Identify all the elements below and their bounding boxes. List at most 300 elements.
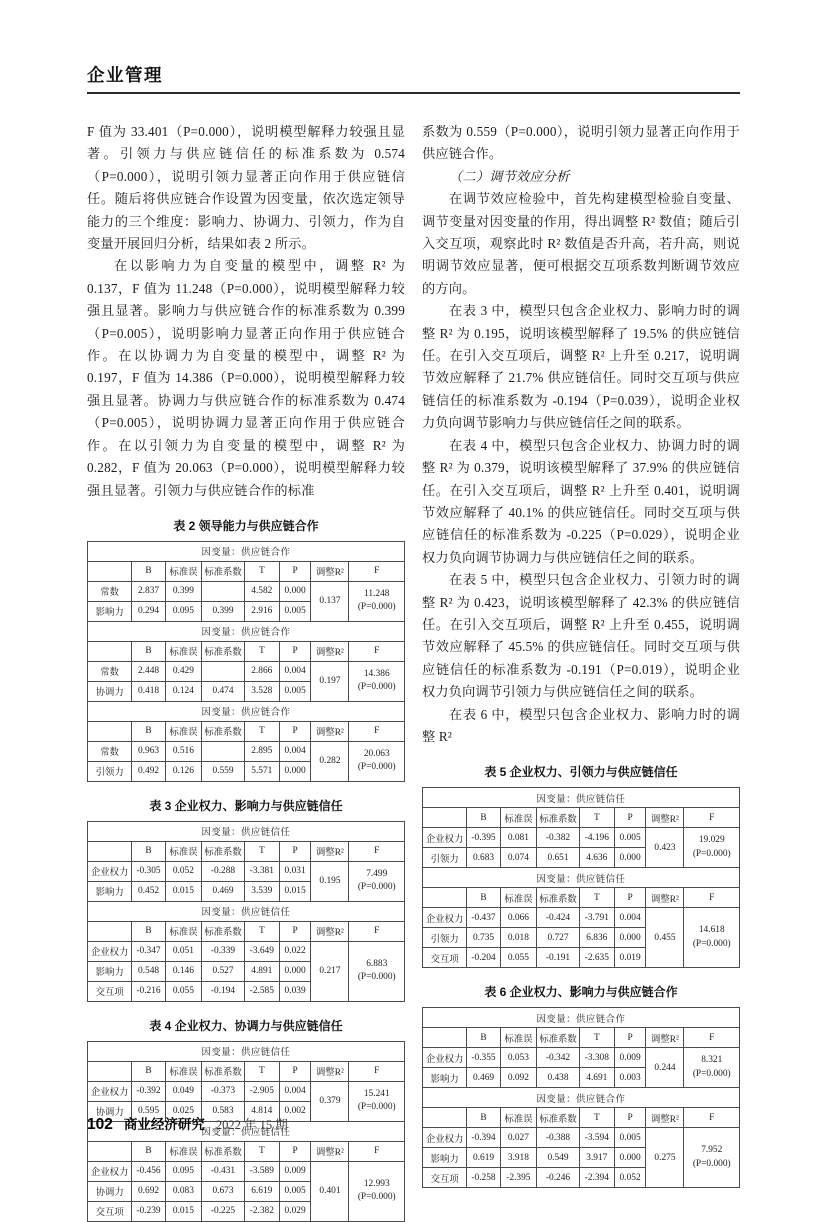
value-cell: 4.636 <box>579 848 614 868</box>
adjusted-r2-cell: 0.379 <box>311 1081 349 1121</box>
value-cell: 0.000 <box>279 961 311 981</box>
table-2-title: 表 2 领导能力与供应链合作 <box>173 518 319 533</box>
row-label-cell: 影响力 <box>88 601 132 621</box>
value-cell: 0.399 <box>202 601 245 621</box>
value-cell: -2.585 <box>244 981 279 1001</box>
table-4-title: 表 4 企业权力、协调力与供应链信任 <box>149 1018 343 1033</box>
subsection-heading: （二）调节效应分析 <box>449 168 570 184</box>
value-cell <box>202 741 245 761</box>
value-cell: 0.015 <box>279 881 311 901</box>
adjusted-r2-cell: 0.197 <box>311 661 349 701</box>
running-head <box>87 62 740 94</box>
value-cell: 0.051 <box>165 941 201 961</box>
value-cell: -0.355 <box>467 1048 500 1068</box>
column-header-cell: 调整R² <box>311 641 349 661</box>
column-header-cell <box>423 888 467 908</box>
column-header-cell: 标准系数 <box>202 721 245 741</box>
body-paragraph: 在表 6 中，模型只包含企业权力、影响力时的调整 R² <box>422 706 740 744</box>
column-header-cell: 标准系数 <box>537 808 580 828</box>
value-cell: 0.583 <box>202 1101 245 1121</box>
column-header-cell <box>88 641 132 661</box>
table-row <box>88 1081 405 1101</box>
value-cell: -0.394 <box>467 1128 500 1148</box>
column-header-cell: 调整R² <box>311 561 349 581</box>
value-cell: -0.347 <box>132 941 165 961</box>
value-cell: -3.649 <box>244 941 279 961</box>
body-paragraph: 在表 3 中，模型只包含企业权力、影响力时的调整 R² 为 0.195，说明该模型解释了 19.5% 的供应链信任。在引入交互项后，调整 R² 上升至 0.217，说明调节效应解释了 21.7% 供应链信任。同时交互项与供应链信任的标准系数为 -0.194（P=0.039），说明企业权力负向调节影响力与供应链信任之间的联系。 <box>422 303 740 431</box>
value-cell: -0.373 <box>202 1081 245 1101</box>
value-cell: -0.456 <box>132 1161 165 1181</box>
adjusted-r2-cell: 0.195 <box>311 861 349 901</box>
value-cell: 2.837 <box>132 581 165 601</box>
column-header-cell: 标准系数 <box>202 921 245 941</box>
dependent-variable-cell: 因变量：供应链信任 <box>88 1041 405 1061</box>
value-cell: 0.074 <box>500 848 536 868</box>
column-header-cell <box>88 841 132 861</box>
value-cell: 0.000 <box>279 761 311 781</box>
column-header-cell: T <box>244 721 279 741</box>
value-cell: 0.055 <box>500 948 536 968</box>
row-label-cell: 影响力 <box>423 1068 467 1088</box>
value-cell: -2.905 <box>244 1081 279 1101</box>
value-cell: 0.619 <box>467 1148 500 1168</box>
column-header-cell: 标准系数 <box>537 1108 580 1128</box>
value-cell: 0.095 <box>165 601 201 621</box>
row-label-cell: 协调力 <box>88 1101 132 1121</box>
column-header-cell: 标准误 <box>165 561 201 581</box>
column-header-cell: 标准误 <box>165 1061 201 1081</box>
value-cell: 0.002 <box>279 1101 311 1121</box>
column-header-cell: T <box>244 1061 279 1081</box>
column-header-cell: P <box>279 641 311 661</box>
dependent-variable-cell: 因变量：供应链信任 <box>88 821 405 841</box>
value-cell: -3.594 <box>579 1128 614 1148</box>
table-row <box>423 828 740 848</box>
column-header-cell: B <box>467 888 500 908</box>
column-header-cell: F <box>684 1108 740 1128</box>
value-cell: 0.004 <box>279 1081 311 1101</box>
value-cell: -0.424 <box>537 908 580 928</box>
row-label-cell: 影响力 <box>88 961 132 981</box>
body-paragraph: 系数为 0.559（P=0.000），说明引领力显著正向作用于供应链合作。 <box>422 124 740 162</box>
value-cell: 0.009 <box>614 1048 646 1068</box>
f-statistic-cell: 7.499 (P=0.000) <box>349 861 405 901</box>
adjusted-r2-cell: 0.244 <box>646 1048 684 1088</box>
value-cell: 0.727 <box>537 928 580 948</box>
value-cell: 0.009 <box>279 1161 311 1181</box>
value-cell: 0.651 <box>537 848 580 868</box>
table-3-power-influence-trust <box>87 821 405 1002</box>
value-cell: -0.246 <box>537 1168 580 1188</box>
column-header-cell: B <box>132 841 165 861</box>
row-label-cell: 企业权力 <box>423 908 467 928</box>
column-header-cell <box>88 561 132 581</box>
row-label-cell: 协调力 <box>88 1181 132 1201</box>
value-cell: 0.673 <box>202 1181 245 1201</box>
page-footer <box>87 1113 288 1134</box>
value-cell: 0.692 <box>132 1181 165 1201</box>
column-header-cell: 标准系数 <box>537 888 580 908</box>
value-cell: 0.015 <box>165 1201 201 1221</box>
page-number: 102 <box>87 1116 113 1133</box>
value-cell: 0.000 <box>279 581 311 601</box>
value-cell: 0.418 <box>132 681 165 701</box>
column-header-cell <box>88 1061 132 1081</box>
value-cell: 0.438 <box>537 1068 580 1088</box>
value-cell: 0.053 <box>500 1048 536 1068</box>
column-header-cell: 调整R² <box>311 721 349 741</box>
column-header-cell: 标准误 <box>165 841 201 861</box>
f-statistic-cell: 19.029 (P=0.000) <box>684 828 740 868</box>
table-row <box>423 1128 740 1148</box>
column-header-cell: F <box>349 841 405 861</box>
adjusted-r2-cell: 0.137 <box>311 581 349 621</box>
section-title: 企业管理 <box>87 65 163 85</box>
column-header-cell: F <box>684 808 740 828</box>
two-column-body <box>87 121 740 1222</box>
value-cell: 0.516 <box>165 741 201 761</box>
value-cell: -2.395 <box>500 1168 536 1188</box>
f-statistic-cell: 14.618 (P=0.000) <box>684 908 740 968</box>
column-header-cell: 调整R² <box>646 888 684 908</box>
row-label-cell: 交互项 <box>423 948 467 968</box>
value-cell: 3.918 <box>500 1148 536 1168</box>
column-header-cell: 标准误 <box>165 641 201 661</box>
column-header-cell: 标准系数 <box>202 1141 245 1161</box>
column-header-cell: P <box>279 1141 311 1161</box>
regression-table <box>87 821 405 1002</box>
value-cell: -0.216 <box>132 981 165 1001</box>
column-header-cell <box>423 1108 467 1128</box>
value-cell: 0.027 <box>500 1128 536 1148</box>
table-row <box>88 1161 405 1181</box>
column-header-cell: B <box>132 1061 165 1081</box>
adjusted-r2-cell: 0.401 <box>311 1161 349 1221</box>
value-cell: 0.399 <box>165 581 201 601</box>
column-header-cell: F <box>684 888 740 908</box>
column-header-cell: 调整R² <box>311 1061 349 1081</box>
dependent-variable-cell: 因变量：供应链合作 <box>88 701 405 721</box>
column-header-cell: F <box>349 721 405 741</box>
row-label-cell: 交互项 <box>88 981 132 1001</box>
journal-name: 商业经济研究 <box>123 1117 205 1132</box>
value-cell: -0.437 <box>467 908 500 928</box>
adjusted-r2-cell: 0.217 <box>311 941 349 1001</box>
value-cell: -0.342 <box>537 1048 580 1068</box>
row-label-cell: 影响力 <box>88 881 132 901</box>
column-header-cell: T <box>244 641 279 661</box>
row-label-cell: 企业权力 <box>88 941 132 961</box>
column-header-cell: 标准误 <box>500 808 536 828</box>
left-column <box>87 121 405 1222</box>
column-header-cell: 调整R² <box>311 841 349 861</box>
row-label-cell: 常数 <box>88 741 132 761</box>
value-cell <box>202 581 245 601</box>
value-cell: -0.339 <box>202 941 245 961</box>
f-statistic-cell: 12.993 (P=0.000) <box>349 1161 405 1221</box>
column-header-cell: B <box>132 921 165 941</box>
dependent-variable-cell: 因变量：供应链合作 <box>423 1008 740 1028</box>
value-cell: 0.000 <box>614 1148 646 1168</box>
row-label-cell: 协调力 <box>88 681 132 701</box>
column-header-cell: F <box>349 561 405 581</box>
value-cell: 0.146 <box>165 961 201 981</box>
column-header-cell: 标准误 <box>165 921 201 941</box>
f-statistic-cell: 8.321 (P=0.000) <box>684 1048 740 1088</box>
column-header-cell: P <box>279 721 311 741</box>
value-cell: -3.589 <box>244 1161 279 1181</box>
row-label-cell: 企业权力 <box>423 828 467 848</box>
row-label-cell: 引领力 <box>423 928 467 948</box>
dependent-variable-cell: 因变量：供应链合作 <box>88 541 405 561</box>
table-row <box>88 661 405 681</box>
value-cell: 0.005 <box>614 828 646 848</box>
value-cell: 5.571 <box>244 761 279 781</box>
value-cell: -0.258 <box>467 1168 500 1188</box>
value-cell: -0.305 <box>132 861 165 881</box>
dependent-variable-cell: 因变量：供应链信任 <box>88 1121 405 1141</box>
column-header-cell <box>88 721 132 741</box>
value-cell: 0.092 <box>500 1068 536 1088</box>
dependent-variable-cell: 因变量：供应链合作 <box>423 1088 740 1108</box>
row-label-cell: 常数 <box>88 661 132 681</box>
regression-table <box>422 1007 740 1188</box>
value-cell: 0.005 <box>279 1181 311 1201</box>
column-header-cell: P <box>614 1108 646 1128</box>
value-cell: -0.431 <box>202 1161 245 1181</box>
value-cell: -3.381 <box>244 861 279 881</box>
value-cell: 2.448 <box>132 661 165 681</box>
value-cell: 0.095 <box>165 1161 201 1181</box>
value-cell: 0.548 <box>132 961 165 981</box>
value-cell: 0.469 <box>467 1068 500 1088</box>
header-rule <box>87 92 740 94</box>
row-label-cell: 引领力 <box>88 761 132 781</box>
column-header-cell: T <box>579 1108 614 1128</box>
dependent-variable-cell: 因变量：供应链信任 <box>423 868 740 888</box>
column-header-cell: P <box>614 1028 646 1048</box>
value-cell: 0.000 <box>614 928 646 948</box>
value-cell: -0.388 <box>537 1128 580 1148</box>
column-header-cell: 标准系数 <box>537 1028 580 1048</box>
row-label-cell: 影响力 <box>423 1148 467 1168</box>
value-cell: 0.015 <box>165 881 201 901</box>
table-5-title: 表 5 企业权力、引领力与供应链信任 <box>484 765 678 780</box>
f-statistic-cell: 14.386 (P=0.000) <box>349 661 405 701</box>
table-row <box>88 941 405 961</box>
value-cell: 2.916 <box>244 601 279 621</box>
value-cell: 4.814 <box>244 1101 279 1121</box>
body-paragraph: 在表 4 中，模型只包含企业权力、协调力时的调整 R² 为 0.379，说明该模型解释了 37.9% 的供应链信任。在引入交互项后，调整 R² 上升至 0.401，说明调节效应解释了 40.1% 的供应链信任。同时交互项与供应链信任的标准系数为 -0.225（P=0.029），说明企业权力负向调节协调力与供应链信任之间的联系。 <box>422 437 740 565</box>
f-statistic-cell: 11.248 (P=0.000) <box>349 581 405 621</box>
column-header-cell: F <box>349 641 405 661</box>
table-6-title: 表 6 企业权力、影响力与供应链合作 <box>484 985 678 1000</box>
value-cell: 0.126 <box>165 761 201 781</box>
value-cell: 0.474 <box>202 681 245 701</box>
f-statistic-cell: 6.883 (P=0.000) <box>349 941 405 1001</box>
value-cell: 3.917 <box>579 1148 614 1168</box>
table-2-leadership-cooperation <box>87 541 405 782</box>
body-paragraph: 在以影响力为自变量的模型中，调整 R² 为 0.137，F 值为 11.248（P=0.000），说明模型解释力较强且显著。影响力与供应链合作的标准系数为 0.399（P=0.005），说明影响力显著正向作用于供应链合作。在以协调力为自变量的模型中，调整 R² 为 0.197，F 值为 14.386（P=0.000），说明模型解释力较强且显著。协调力与供应链合作的标准系数为 0.474（P=0.005），说明协调力显著正向作用于供应链合作。在以引领力为自变量的模型中，调整 R² 为 0.282，F 值为 20.063（P=0.000），说明模型解释力较强且显著。引领力与供应链合作的标准 <box>87 258 405 498</box>
value-cell: 0.000 <box>614 848 646 868</box>
regression-table <box>422 787 740 968</box>
dependent-variable-cell: 因变量：供应链信任 <box>88 901 405 921</box>
column-header-cell: T <box>244 561 279 581</box>
column-header-cell: 调整R² <box>311 1141 349 1161</box>
column-header-cell: 调整R² <box>646 808 684 828</box>
value-cell: 0.005 <box>279 681 311 701</box>
column-header-cell: T <box>244 841 279 861</box>
column-header-cell: F <box>684 1028 740 1048</box>
row-label-cell: 企业权力 <box>423 1048 467 1068</box>
value-cell: 0.081 <box>500 828 536 848</box>
column-header-cell: P <box>279 1061 311 1081</box>
row-label-cell: 引领力 <box>423 848 467 868</box>
table-row <box>88 581 405 601</box>
column-header-cell: P <box>279 841 311 861</box>
column-header-cell: B <box>467 1028 500 1048</box>
column-header-cell: B <box>467 1108 500 1128</box>
column-header-cell <box>88 921 132 941</box>
column-header-cell: B <box>132 561 165 581</box>
value-cell: 0.003 <box>614 1068 646 1088</box>
value-cell: -0.239 <box>132 1201 165 1221</box>
column-header-cell: 标准系数 <box>202 561 245 581</box>
column-header-cell <box>88 1141 132 1161</box>
column-header-cell: T <box>579 888 614 908</box>
f-statistic-cell: 7.952 (P=0.000) <box>684 1128 740 1188</box>
dependent-variable-cell: 因变量：供应链信任 <box>423 788 740 808</box>
value-cell: -0.191 <box>537 948 580 968</box>
value-cell <box>202 661 245 681</box>
column-header-cell: 标准系数 <box>202 641 245 661</box>
value-cell: 0.039 <box>279 981 311 1001</box>
adjusted-r2-cell: 0.455 <box>646 908 684 968</box>
column-header-cell: 调整R² <box>311 921 349 941</box>
value-cell: 0.052 <box>614 1168 646 1188</box>
value-cell: 0.019 <box>614 948 646 968</box>
table-3-title: 表 3 企业权力、影响力与供应链信任 <box>149 798 343 813</box>
column-header-cell: 标准误 <box>500 1108 536 1128</box>
value-cell: 0.492 <box>132 761 165 781</box>
adjusted-r2-cell: 0.423 <box>646 828 684 868</box>
column-header-cell: T <box>579 1028 614 1048</box>
value-cell: -2.635 <box>579 948 614 968</box>
value-cell: 0.527 <box>202 961 245 981</box>
column-header-cell: T <box>244 921 279 941</box>
value-cell: 4.891 <box>244 961 279 981</box>
column-header-cell: 标准系数 <box>202 841 245 861</box>
value-cell: 0.004 <box>279 741 311 761</box>
adjusted-r2-cell: 0.275 <box>646 1128 684 1188</box>
body-paragraph: F 值为 33.401（P=0.000），说明模型解释力较强且显著。引领力与供应链信任的标准系数为 0.574（P=0.000），说明引领力显著正向作用于供应链信任。随后将供应链合作设置为因变量，依次选定领导能力的三个维度：影响力、协调力、引领力，作为自变量开展回归分析，结果如表 2 所示。 <box>87 124 405 252</box>
column-header-cell: F <box>349 921 405 941</box>
column-header-cell: T <box>244 1141 279 1161</box>
value-cell: 6.619 <box>244 1181 279 1201</box>
column-header-cell: 调整R² <box>646 1108 684 1128</box>
value-cell: 0.294 <box>132 601 165 621</box>
dependent-variable-cell: 因变量：供应链合作 <box>88 621 405 641</box>
value-cell: 2.895 <box>244 741 279 761</box>
column-header-cell: B <box>132 721 165 741</box>
table-row <box>88 741 405 761</box>
value-cell: 3.528 <box>244 681 279 701</box>
value-cell: 0.005 <box>279 601 311 621</box>
column-header-cell: 标准误 <box>165 1141 201 1161</box>
value-cell: -0.225 <box>202 1201 245 1221</box>
row-label-cell: 交互项 <box>88 1201 132 1221</box>
row-label-cell: 企业权力 <box>88 861 132 881</box>
value-cell: 0.031 <box>279 861 311 881</box>
right-column <box>422 121 740 1222</box>
value-cell: -2.394 <box>579 1168 614 1188</box>
column-header-cell: P <box>279 561 311 581</box>
value-cell: -3.791 <box>579 908 614 928</box>
value-cell: 0.683 <box>467 848 500 868</box>
row-label-cell: 企业权力 <box>88 1081 132 1101</box>
value-cell: 0.595 <box>132 1101 165 1121</box>
value-cell: -2.382 <box>244 1201 279 1221</box>
body-paragraph: 在调节效应检验中，首先构建模型检验自变量、调节变量对因变量的作用，得出调整 R² 数值；随后引入交互项，观察此时 R² 数值是否升高，若升高，则说明调节效应显著，便可根据交互项系数判断调节效应的方向。 <box>422 191 740 296</box>
column-header-cell: 标准误 <box>500 1028 536 1048</box>
value-cell: -4.196 <box>579 828 614 848</box>
f-statistic-cell: 15.241 (P=0.000) <box>349 1081 405 1121</box>
table-row <box>423 908 740 928</box>
row-label-cell: 交互项 <box>423 1168 467 1188</box>
table-row <box>423 1048 740 1068</box>
value-cell: 0.022 <box>279 941 311 961</box>
value-cell: 0.735 <box>467 928 500 948</box>
value-cell: -0.288 <box>202 861 245 881</box>
value-cell: 0.018 <box>500 928 536 948</box>
issue-label: 2022 年 15 期 <box>215 1118 288 1132</box>
value-cell: 3.539 <box>244 881 279 901</box>
table-5-power-leading-trust <box>422 787 740 968</box>
column-header-cell: 标准系数 <box>202 1061 245 1081</box>
value-cell: 0.049 <box>165 1081 201 1101</box>
value-cell: -0.392 <box>132 1081 165 1101</box>
value-cell: 4.582 <box>244 581 279 601</box>
column-header-cell <box>423 808 467 828</box>
value-cell: -0.204 <box>467 948 500 968</box>
regression-table <box>87 541 405 782</box>
value-cell: 2.866 <box>244 661 279 681</box>
row-label-cell: 常数 <box>88 581 132 601</box>
column-header-cell: B <box>132 1141 165 1161</box>
f-statistic-cell: 20.063 (P=0.000) <box>349 741 405 781</box>
value-cell: -0.382 <box>537 828 580 848</box>
value-cell: 0.124 <box>165 681 201 701</box>
column-header-cell <box>423 1028 467 1048</box>
value-cell: 0.549 <box>537 1148 580 1168</box>
value-cell: 0.083 <box>165 1181 201 1201</box>
value-cell: 0.005 <box>614 1128 646 1148</box>
column-header-cell: 调整R² <box>646 1028 684 1048</box>
value-cell: 0.559 <box>202 761 245 781</box>
column-header-cell: P <box>614 808 646 828</box>
table-6-power-influence-cooperation <box>422 1007 740 1188</box>
value-cell: 0.004 <box>614 908 646 928</box>
value-cell: 0.004 <box>279 661 311 681</box>
column-header-cell: 标准误 <box>165 721 201 741</box>
value-cell: 0.055 <box>165 981 201 1001</box>
adjusted-r2-cell: 0.282 <box>311 741 349 781</box>
value-cell: 0.469 <box>202 881 245 901</box>
value-cell: 6.836 <box>579 928 614 948</box>
value-cell: -3.308 <box>579 1048 614 1068</box>
column-header-cell: 标准误 <box>500 888 536 908</box>
value-cell: 0.029 <box>279 1201 311 1221</box>
